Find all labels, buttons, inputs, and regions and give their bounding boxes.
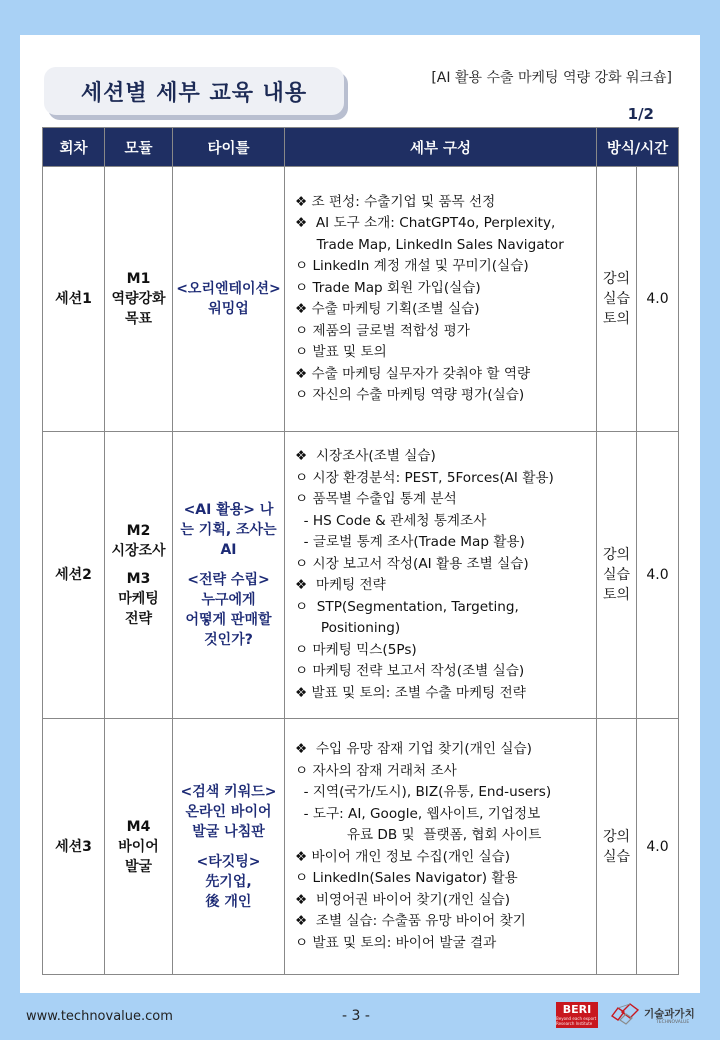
detail-item: ❖ 마케팅 전략 — [295, 577, 386, 593]
detail-item: - 글로벌 통계 조사(Trade Map 활용) — [295, 534, 525, 550]
session-title: <타깃팅> 先기업, 後 개인 — [196, 853, 261, 910]
title-cell — [173, 167, 285, 432]
detail-item: ❖ 바이어 개인 정보 수집(개인 실습) — [295, 848, 511, 865]
title-cell — [173, 719, 285, 975]
detail-item: ㅇ 마케팅 전략 보고서 작성(조별 실습) — [295, 663, 525, 679]
detail-item: - 도구: AI, Google, 웹사이트, 기업정보 — [295, 805, 541, 822]
details-cell — [285, 719, 597, 975]
detail-item: ❖ 수출 마케팅 실무자가 갖춰야 할 역량 — [295, 365, 531, 382]
detail-item: ㅇ Trade Map 회원 가입(실습) — [295, 279, 481, 296]
detail-item: ❖ 비영어권 바이어 찾기(개인 실습) — [295, 891, 511, 908]
details-cell — [285, 167, 597, 432]
detail-item: ㅇ 발표 및 토의 — [295, 344, 387, 360]
detail-item: ㅇ 품목별 수출입 통계 분석 — [295, 491, 457, 507]
page-title: 세션별 세부 교육 내용 — [44, 67, 344, 115]
detail-item: ❖ 수출 마케팅 기획(조별 실습) — [295, 301, 480, 317]
detail-item: ㅇ 시장 환경분석: PEST, 5Forces(AI 활용) — [295, 469, 554, 486]
table-header-row — [43, 128, 679, 167]
session-title: <전략 수립> 누구에게 어떻게 판매할 것인가? — [185, 572, 272, 648]
time-cell: 4.0 — [637, 167, 679, 432]
beri-logo — [556, 1002, 598, 1028]
header-details: 세부 구성 — [285, 128, 597, 167]
session-title: <AI 활용> 나 는 기획, 조사는 AI — [180, 502, 277, 558]
page-indicator: 1/2 — [627, 105, 654, 123]
technovalue-logo-en: TECHNOVALUE — [656, 1020, 690, 1025]
detail-item: ㅇ 발표 및 토의: 바이어 발굴 결과 — [295, 934, 497, 951]
detail-item: Trade Map, LinkedIn Sales Navigator — [295, 236, 564, 253]
detail-item: ㅇ 자사의 잠재 거래처 조사 — [295, 762, 457, 779]
method-cell: 강의 실습 — [597, 719, 637, 975]
header-module: 모듈 — [105, 128, 173, 167]
method-cell: 강의 실습 토의 — [597, 167, 637, 432]
detail-item: ㅇ STP(Segmentation, Targeting, — [295, 598, 519, 615]
module-label: M1 역량강화 목표 — [111, 271, 166, 327]
footer-url: www.technovalue.com — [26, 1009, 173, 1024]
header-session: 회차 — [43, 128, 105, 167]
header-title: 타이틀 — [173, 128, 285, 167]
table-row — [43, 432, 679, 719]
time-cell: 4.0 — [637, 432, 679, 719]
detail-item: 유료 DB 및 플랫폼, 협회 사이트 — [295, 827, 542, 843]
detail-item: ㅇ 자신의 수출 마케팅 역량 평가(실습) — [295, 387, 525, 403]
footer-page-number: - 3 - — [342, 1008, 370, 1024]
module-label: M3 마케팅 전략 — [118, 571, 159, 627]
module-label: M2 시장조사 — [111, 523, 166, 559]
table-row — [43, 719, 679, 975]
detail-item: ㅇ 마케팅 믹스(5Ps) — [295, 641, 417, 658]
session-title: <오리엔테이션> 워밍업 — [176, 281, 281, 317]
detail-item: ㅇ LinkedIn(Sales Navigator) 활용 — [295, 870, 518, 886]
technovalue-logo-text: 기술과가치 — [644, 1008, 695, 1020]
technovalue-logo — [608, 1000, 700, 1030]
document-page — [20, 35, 700, 993]
beri-logo-text: BERI — [562, 1003, 592, 1016]
detail-item: ㅇ 시장 보고서 작성(AI 활용 조별 실습) — [295, 555, 529, 572]
beri-logo-subtext: Beyond each export Research Institute — [556, 1016, 597, 1026]
session-title: <검색 키워드> 온라인 바이어 발굴 나침판 — [180, 783, 277, 840]
detail-item: ❖ 조별 실습: 수출품 유망 바이어 찾기 — [295, 913, 526, 929]
detail-item: ㅇ 제품의 글로벌 적합성 평가 — [295, 322, 470, 339]
module-label: M4 바이어 발굴 — [118, 818, 159, 875]
session-cell: 세션3 — [43, 719, 105, 975]
workshop-subtitle: [AI 활용 수출 마케팅 역량 강화 워크숍] — [431, 70, 672, 86]
detail-item: ❖ 발표 및 토의: 조별 수출 마케팅 전략 — [295, 684, 526, 701]
detail-item: ❖ 조 편성: 수출기업 및 품목 선정 — [295, 193, 496, 210]
session-table — [42, 127, 679, 975]
detail-item: ❖ 시장조사(조별 실습) — [295, 448, 436, 464]
detail-item: ❖ 수입 유망 잠재 기업 찾기(개인 실습) — [295, 741, 532, 757]
table-row — [43, 167, 679, 432]
module-cell — [105, 719, 173, 975]
time-cell: 4.0 — [637, 719, 679, 975]
session-cell: 세션1 — [43, 167, 105, 432]
session-cell: 세션2 — [43, 432, 105, 719]
detail-item: Positioning) — [295, 620, 401, 636]
method-cell: 강의 실습 토의 — [597, 432, 637, 719]
technovalue-logo-icon — [608, 1000, 642, 1028]
module-cell — [105, 167, 173, 432]
detail-item: ❖ AI 도구 소개: ChatGPT4o, Perplexity, — [295, 215, 556, 231]
details-cell — [285, 432, 597, 719]
detail-item: - 지역(국가/도시), BIZ(유통, End-users) — [295, 784, 552, 800]
detail-item: - HS Code & 관세청 통계조사 — [295, 512, 487, 529]
title-cell — [173, 432, 285, 719]
header-method-time: 방식/시간 — [597, 128, 679, 167]
detail-item: ㅇ LinkedIn 계정 개설 및 꾸미기(실습) — [295, 258, 529, 274]
module-cell — [105, 432, 173, 719]
